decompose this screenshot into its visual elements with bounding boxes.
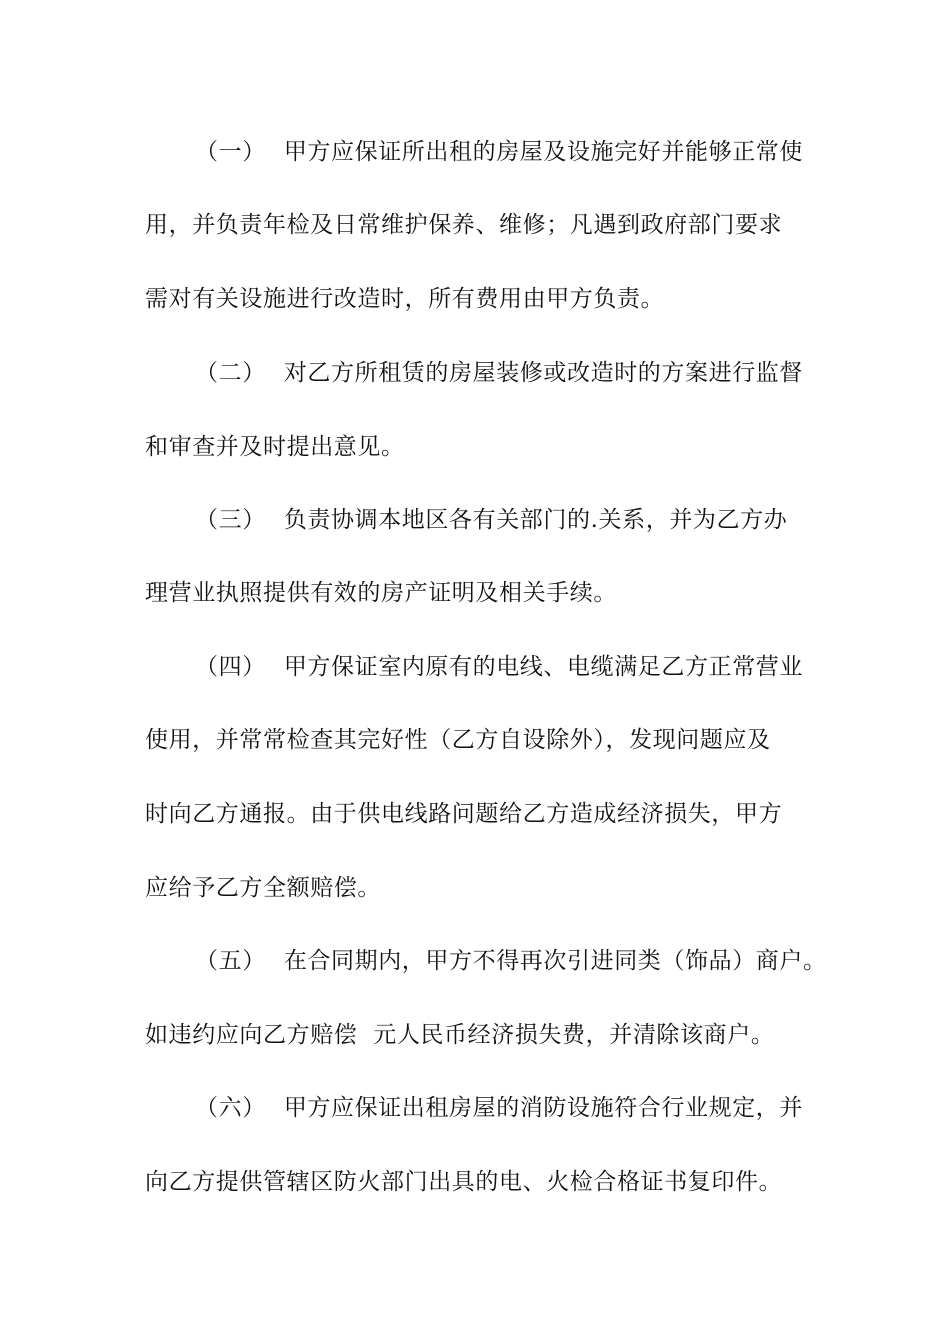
clause-3-text-line-1: 负责协调本地区各有关部门的.关系，并为乙方办: [283, 507, 788, 533]
clause-1-text-line-1: 甲方应保证所出租的房屋及设施完好并能够正常使: [283, 139, 804, 165]
clause-1-number: （一）: [195, 139, 266, 165]
clause-4-text-line-3: 时向乙方通报。由于供电线路问题给乙方造成经济损失，甲方: [145, 801, 783, 827]
clause-1-text-line-3: 需对有关设施进行改造时，所有费用由甲方负责。: [145, 286, 665, 312]
clause-6-first-line: [195, 1093, 815, 1123]
clause-4-text-line-2: 使用，并常常检查其完好性（乙方自设除外），发现问题应及: [145, 727, 771, 753]
clause-3-first-line: [195, 505, 815, 535]
clause-2-number: （二）: [195, 360, 266, 386]
clause-4-text-line-4: 应给予乙方全额赔偿。: [145, 875, 381, 901]
clause-5-number: （五）: [195, 948, 266, 974]
clause-5-first-line: [195, 946, 827, 976]
clause-2-text-line-1: 对乙方所租赁的房屋装修或改造时的方案进行监督: [283, 360, 804, 386]
clause-6-text-line-2: 向乙方提供管辖区防火部门出具的电、火检合格证书复印件。: [145, 1169, 783, 1195]
clause-5-text-line-2: 如违约应向乙方赔偿 元人民币经济损失费，并清除该商户。: [145, 1022, 775, 1048]
clause-3-text-line-2: 理营业执照提供有效的房产证明及相关手续。: [145, 580, 617, 606]
clause-1-text-line-2: 用，并负责年检及日常维护保养、维修；凡遇到政府部门要求: [145, 212, 783, 238]
clause-5-text-line-1: 在合同期内，甲方不得再次引进同类（饰品）商户。: [283, 948, 827, 974]
clause-4-number: （四）: [195, 654, 266, 680]
clause-4-first-line: [195, 652, 815, 682]
clause-2-first-line: [195, 358, 815, 388]
clause-4-text-line-1: 甲方保证室内原有的电线、电缆满足乙方正常营业: [283, 654, 804, 680]
clause-6-number: （六）: [195, 1095, 266, 1121]
clause-2-text-line-2: 和审查并及时提出意见。: [145, 434, 405, 460]
clause-3-number: （三）: [195, 507, 266, 533]
clause-6-text-line-1: 甲方应保证出租房屋的消防设施符合行业规定，并: [283, 1095, 804, 1121]
clause-1-first-line: [195, 137, 815, 167]
